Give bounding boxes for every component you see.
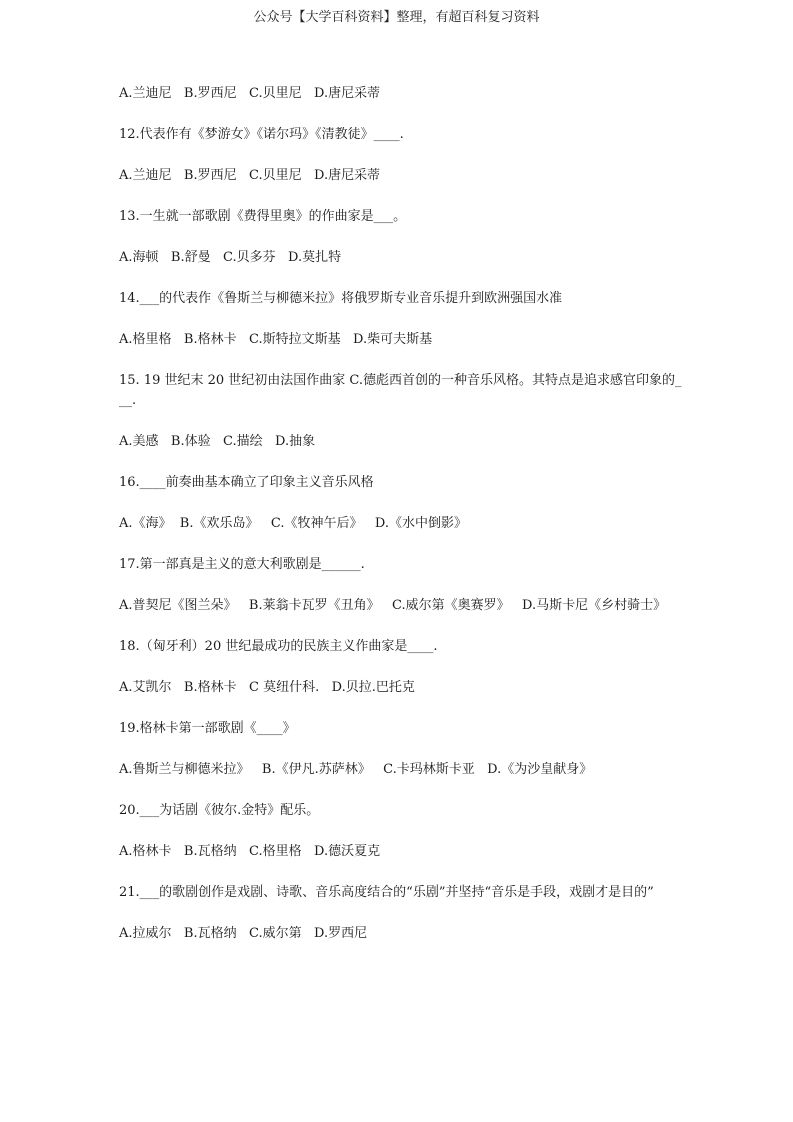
options-q14: A.格里格 B.格林卡 C.斯特拉文斯基 D.柴可夫斯基	[119, 332, 433, 347]
question-list	[119, 84, 683, 965]
question-12: 12.代表作有《梦游女》《诺尔玛》《清教徒》____.	[119, 127, 404, 142]
options-q17: A.普契尼《图兰朵》 B.莱翁卡瓦罗《丑角》 C.威尔第《奥赛罗》 D.马斯卡尼《乡村骑士》	[119, 598, 667, 613]
question-13: 13.一生就一部歌剧《费得里奥》的作曲家是___。	[119, 209, 407, 224]
question-17: 17.第一部真是主义的意大利歌剧是______.	[119, 557, 365, 572]
question-14: 14.___的代表作《鲁斯兰与柳德米拉》将俄罗斯专业音乐提升到欧洲强国水准	[119, 291, 563, 306]
options-q15: A.美感 B.体验 C.描绘 D.抽象	[119, 434, 316, 449]
options-q18: A.艾凯尔 B.格林卡 C 莫纽什科. D.贝拉.巴托克	[119, 680, 415, 695]
question-19: 19.格林卡第一部歌剧《____》	[119, 721, 296, 736]
options-q21: A.拉威尔 B.瓦格纳 C.威尔第 D.罗西尼	[119, 926, 368, 941]
options-q13: A.海顿 B.舒曼 C.贝多芬 D.莫扎特	[119, 250, 342, 265]
options-q12: A.兰迪尼 B.罗西尼 C.贝里尼 D.唐尼采蒂	[119, 168, 381, 183]
question-16: 16.____前奏曲基本确立了印象主义音乐风格	[119, 475, 374, 490]
question-21: 21.___的歌剧创作是戏剧、诗歌、音乐高度结合的“乐剧”并坚持“音乐是手段，戏剧才是目的”	[119, 885, 654, 900]
question-20: 20.___为话剧《彼尔.金特》配乐。	[119, 803, 320, 818]
options-q11: A.兰迪尼 B.罗西尼 C.贝里尼 D.唐尼采蒂	[119, 86, 381, 101]
options-q16: A.《海》 B.《欢乐岛》 C.《牧神午后》 D.《水中倒影》	[119, 516, 467, 531]
options-q20: A.格林卡 B.瓦格纳 C.格里格 D.德沃夏克	[119, 844, 381, 859]
question-15: 15. 19 世纪末 20 世纪初由法国作曲家 C.德彪西首创的一种音乐风格。其特点是追求感官印象的___.	[119, 373, 682, 408]
question-18: 18.（匈牙利）20 世纪最成功的民族主义作曲家是____.	[119, 639, 438, 654]
options-q19: A.鲁斯兰与柳德米拉》 B.《伊凡.苏萨林》 C.卡玛林斯卡亚 D.《为沙皇献身》	[119, 762, 593, 777]
page-header: 公众号【大学百科资料】整理，有超百科复习资料	[253, 10, 540, 25]
